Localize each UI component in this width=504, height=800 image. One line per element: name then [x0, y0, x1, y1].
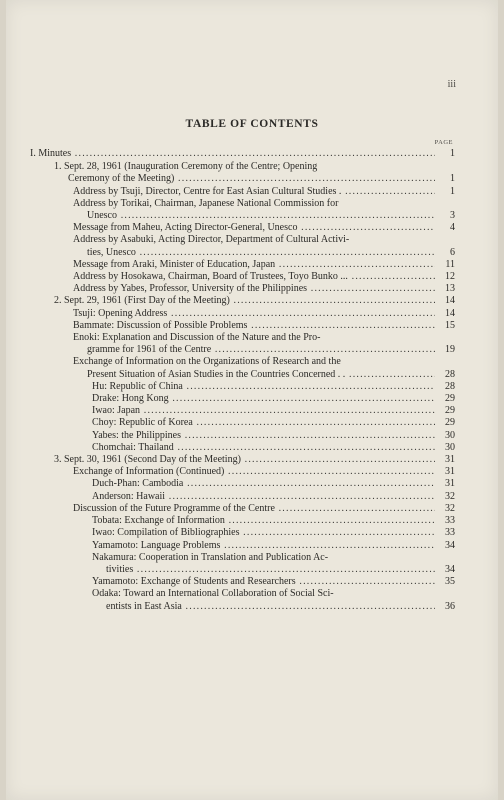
- toc-entry-text: Anderson: Hawaii .....: [92, 491, 435, 503]
- document-page: [6, 0, 498, 800]
- toc-entry-page: 32: [435, 491, 455, 503]
- toc-entry-text: Ceremony of the Meeting) .....: [54, 173, 435, 185]
- toc-entry: [30, 466, 455, 478]
- toc-entry: [30, 222, 455, 234]
- toc-entry-text: Yamamoto: Language Problems .....: [92, 540, 435, 552]
- toc-entry: [30, 491, 455, 503]
- toc-entry: [30, 356, 455, 380]
- toc-entry: [30, 417, 455, 429]
- toc-entry-page: 29: [435, 405, 455, 417]
- toc-entry: [30, 478, 455, 490]
- toc-entry-page: 35: [435, 576, 455, 588]
- toc-entry: [30, 393, 455, 405]
- toc-entry-page: 33: [435, 527, 455, 539]
- toc-entry: [30, 515, 455, 527]
- toc-entry: [30, 588, 455, 612]
- toc-entry-text: Discussion of the Future Programme of the Centre .....: [73, 503, 435, 515]
- toc-entry-page: 4: [435, 222, 455, 234]
- toc-entry: [30, 527, 455, 539]
- toc-entry-text: ties, Unesco .....: [73, 247, 435, 259]
- toc-entry-text: Hu: Republic of China .....: [92, 381, 435, 393]
- toc-entry-page: 34: [435, 540, 455, 552]
- toc-entry-text: Tsuji: Opening Address .....: [73, 308, 435, 320]
- toc-entry: [30, 442, 455, 454]
- toc-entry-page: 28: [435, 381, 455, 393]
- toc-entry-page: 31: [435, 466, 455, 478]
- toc-entry-text: Enoki: Explanation and Discussion of the Nature and the Pro-: [73, 332, 321, 344]
- toc-entry-page: 1: [435, 173, 455, 185]
- toc-entry-text: Address by Tsuji, Director, Centre for East Asian Cultural Studies . .....: [73, 186, 435, 198]
- toc-entry-text: Address by Asabuki, Acting Director, Department of Cultural Activi-: [73, 234, 350, 246]
- toc-entry-page: 6: [435, 247, 455, 259]
- toc-entry: [30, 540, 455, 552]
- toc-entry-page: 12: [435, 271, 455, 283]
- toc-entry-page: 1: [435, 186, 455, 198]
- toc-entry: [30, 271, 455, 283]
- toc-entry: [30, 552, 455, 576]
- toc-entry-page: 1: [435, 148, 455, 160]
- toc-entry-text: 3. Sept. 30, 1961 (Second Day of the Meeting) .....: [54, 454, 435, 466]
- toc-entry-page: 33: [435, 515, 455, 527]
- table-of-contents: [30, 148, 455, 613]
- toc-entry-text: Odaka: Toward an International Collaboration of Social Sci-: [92, 588, 334, 600]
- toc-entry-page: 31: [435, 454, 455, 466]
- toc-entry-page: 3: [435, 210, 455, 222]
- toc-entry-page: 14: [435, 295, 455, 307]
- toc-entry-text: Address by Torikai, Chairman, Japanese National Commission for: [73, 197, 339, 209]
- toc-entry-text: entists in East Asia .....: [92, 601, 435, 613]
- page-number: iii: [447, 79, 456, 90]
- toc-entry-page: 31: [435, 478, 455, 490]
- toc-entry: [30, 320, 455, 332]
- toc-entry-page: 11: [435, 259, 455, 271]
- toc-entry: [30, 430, 455, 442]
- toc-entry-text: tivities .....: [92, 564, 435, 576]
- toc-entry-text: 2. Sept. 29, 1961 (First Day of the Meeting) .....: [54, 295, 435, 307]
- toc-entry-text: Nakamura: Cooperation in Translation and Publication Ac-: [92, 551, 329, 563]
- toc-entry-page: 19: [435, 344, 455, 356]
- toc-entry: [30, 454, 455, 466]
- toc-entry-text: Chomchai: Thailand .....: [92, 442, 435, 454]
- toc-entry-text: Unesco .....: [73, 210, 435, 222]
- toc-entry-text: Message from Maheu, Acting Director-General, Unesco .....: [73, 222, 435, 234]
- toc-entry-page: 30: [435, 430, 455, 442]
- toc-entry-page: 15: [435, 320, 455, 332]
- toc-entry-page: 13: [435, 283, 455, 295]
- toc-entry-text: Yamamoto: Exchange of Students and Researchers .....: [92, 576, 435, 588]
- toc-entry-page: 14: [435, 308, 455, 320]
- toc-entry-text: Drake: Hong Kong .....: [92, 393, 435, 405]
- page-title: TABLE OF CONTENTS: [185, 118, 319, 130]
- toc-entry: [30, 198, 455, 222]
- toc-entry-page: 32: [435, 503, 455, 515]
- toc-entry-text: Present Situation of Asian Studies in the Countries Concerned . . .....: [73, 369, 435, 381]
- toc-entry-text: Message from Araki, Minister of Education, Japan .....: [73, 259, 435, 271]
- toc-entry: [30, 405, 455, 417]
- page-column-label: PAGE: [434, 139, 453, 146]
- toc-entry: [30, 576, 455, 588]
- toc-entry-text: Yabes: the Philippines .....: [92, 430, 435, 442]
- toc-entry-text: Address by Yabes, Professor, University of the Philippines .....: [73, 283, 435, 295]
- toc-entry: [30, 381, 455, 393]
- toc-entry-text: Exchange of Information on the Organizations of Research and the: [73, 356, 341, 368]
- toc-entry: [30, 308, 455, 320]
- toc-entry-text: Duch-Phan: Cambodia .....: [92, 478, 435, 490]
- toc-entry-text: Exchange of Information (Continued) .....: [73, 466, 435, 478]
- toc-entry-text: Bammate: Discussion of Possible Problems .....: [73, 320, 435, 332]
- toc-entry-page: 34: [435, 564, 455, 576]
- toc-entry: [30, 332, 455, 356]
- toc-entry-page: 36: [435, 601, 455, 613]
- toc-entry-text: I. Minutes .....: [30, 148, 435, 160]
- toc-entry-text: Address by Hosokawa, Chairman, Board of Trustees, Toyo Bunko ... .....: [73, 271, 435, 283]
- toc-entry-page: 28: [435, 369, 455, 381]
- toc-entry-page: 29: [435, 393, 455, 405]
- toc-entry: [30, 259, 455, 271]
- toc-entry: [30, 234, 455, 258]
- toc-entry-text: Iwao: Japan .....: [92, 405, 435, 417]
- toc-entry: [30, 186, 455, 198]
- toc-entry-page: 30: [435, 442, 455, 454]
- toc-entry-text: Iwao: Compilation of Bibliographies .....: [92, 527, 435, 539]
- toc-entry-text: 1. Sept. 28, 1961 (Inauguration Ceremony of the Centre; Opening: [54, 161, 318, 173]
- toc-entry: [30, 161, 455, 185]
- toc-entry: [30, 503, 455, 515]
- toc-entry: [30, 148, 455, 160]
- toc-entry-text: Choy: Republic of Korea .....: [92, 417, 435, 429]
- toc-entry: [30, 295, 455, 307]
- toc-entry-text: gramme for 1961 of the Centre .....: [73, 344, 435, 356]
- toc-entry-text: Tobata: Exchange of Information .....: [92, 515, 435, 527]
- toc-entry-page: 29: [435, 417, 455, 429]
- toc-entry: [30, 283, 455, 295]
